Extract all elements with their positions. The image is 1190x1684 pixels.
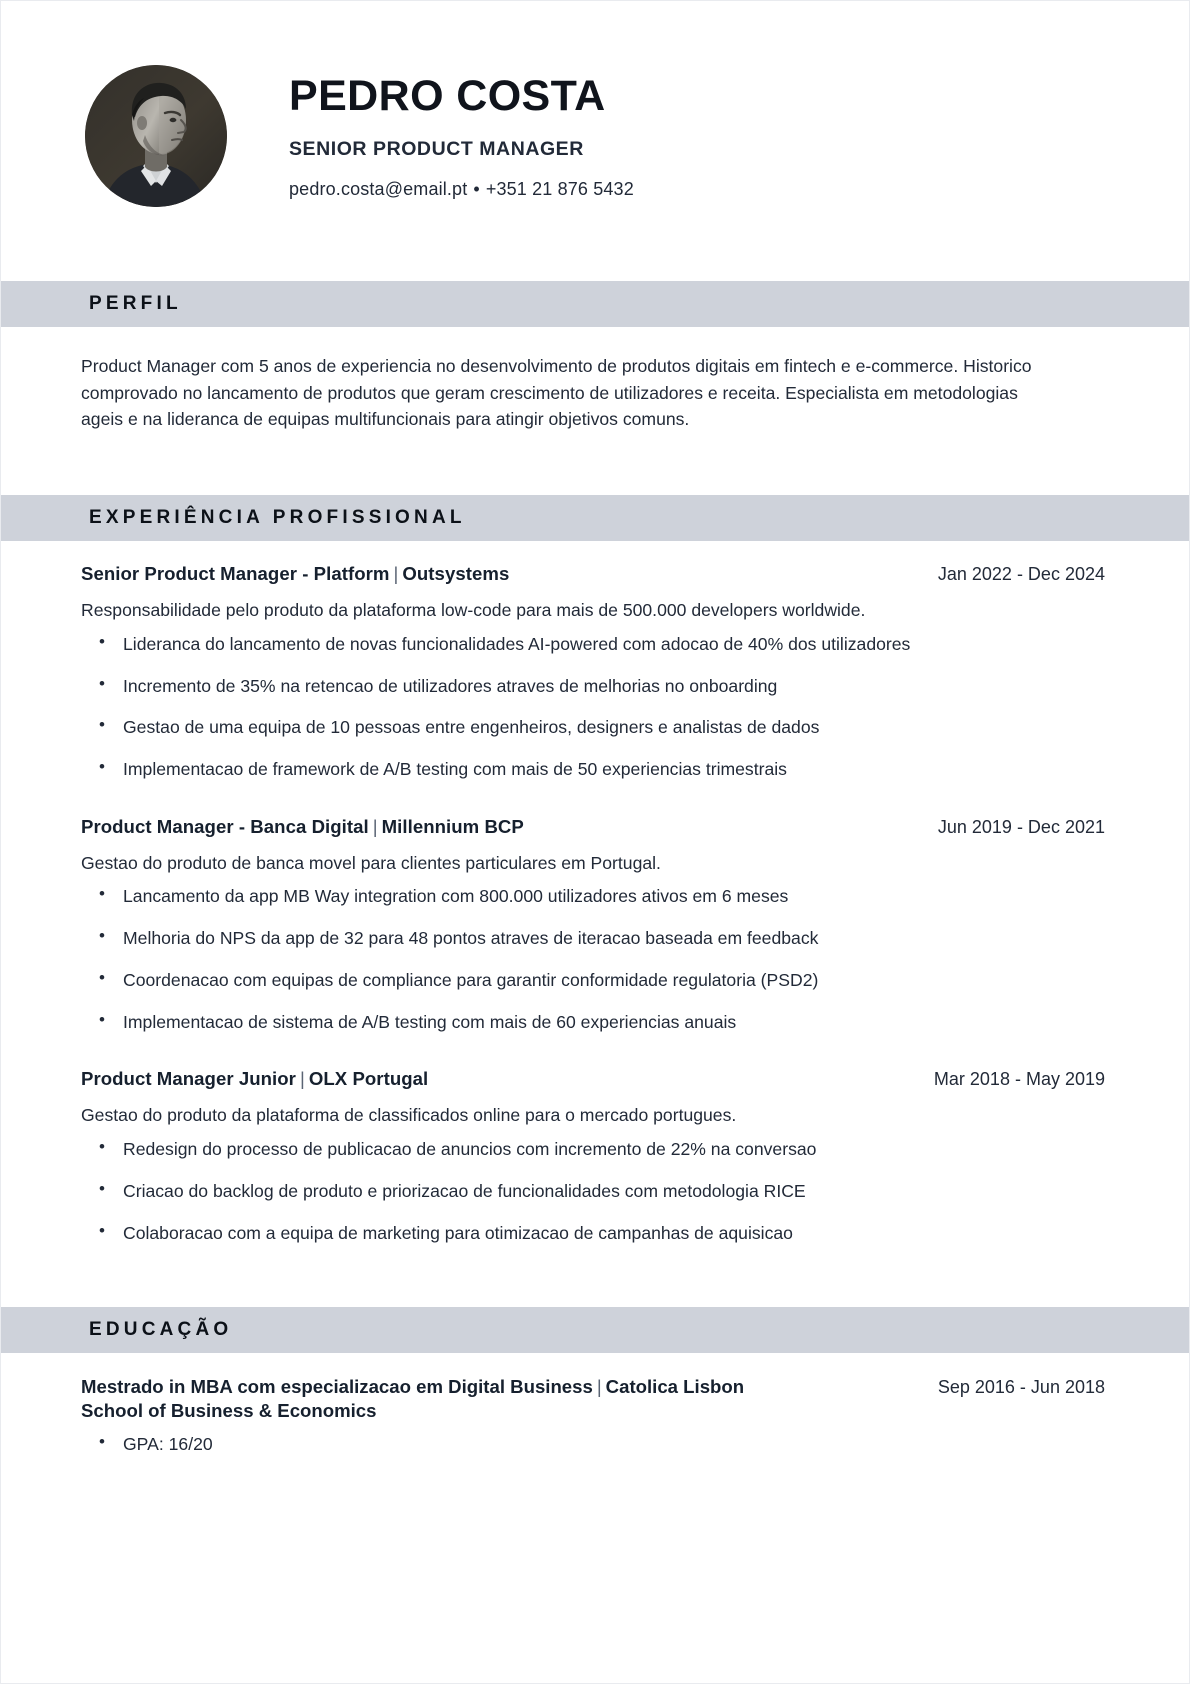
experience-company: OLX Portugal <box>308 1068 429 1090</box>
title-separator: | <box>299 1068 305 1090</box>
experience-entry <box>81 1068 1105 1245</box>
education-degree: Mestrado in MBA com especializacao em Digital Business <box>81 1376 593 1398</box>
experience-entry <box>81 563 1105 782</box>
education-bullet-list <box>81 1433 1105 1457</box>
experience-title <box>81 1068 428 1090</box>
experience-company: Outsystems <box>402 563 510 585</box>
experience-description: Gestao do produto da plataforma de classificados online para o mercado portugues. <box>81 1105 737 1126</box>
job-title: SENIOR PRODUCT MANAGER <box>289 137 584 160</box>
section-title-educacao: EDUCAÇÃO <box>89 1319 233 1341</box>
portrait-photo-icon <box>85 65 227 207</box>
section-header-educacao <box>1 1307 1189 1353</box>
experience-bullet-list <box>81 1138 1105 1245</box>
section-body-educacao <box>1 1353 1189 1456</box>
section-title-experiencia: EXPERIÊNCIA PROFISSIONAL <box>89 507 466 529</box>
list-item: • Colaboracao com a equipa de marketing para otimizacao de campanhas de aquisicao <box>81 1222 1105 1246</box>
education-entry <box>81 1375 1105 1456</box>
list-item: • Melhoria do NPS da app de 32 para 48 pontos atraves de iteracao baseada em feedback <box>81 927 1105 951</box>
list-item: • Redesign do processo de publicacao de anuncios com incremento de 22% na conversao <box>81 1138 1105 1162</box>
experience-bullet-list <box>81 633 1105 782</box>
list-item: • Lideranca do lancamento de novas funcionalidades AI-powered com adocao de 40% dos utilizadores <box>81 633 1105 657</box>
title-separator: | <box>393 563 399 585</box>
experience-description: Responsabilidade pelo produto da plataforma low-code para mais de 500.000 developers worldwide. <box>81 600 866 621</box>
list-item: • GPA: 16/20 <box>81 1433 1105 1457</box>
section-header-experiencia <box>1 495 1189 541</box>
experience-entry <box>81 816 1105 1035</box>
list-item: • Implementacao de framework de A/B testing com mais de 50 experiencias trimestrais <box>81 758 1105 782</box>
contact-separator: • <box>473 178 480 199</box>
section-body-experiencia <box>1 541 1189 1245</box>
experience-entry-header <box>81 816 1105 838</box>
section-body-perfil <box>1 327 1189 433</box>
experience-bullet-list <box>81 885 1105 1034</box>
phone-text: +351 21 876 5432 <box>485 178 634 199</box>
resume-header <box>1 1 1189 199</box>
section-title-perfil: PERFIL <box>89 293 182 314</box>
experience-date: Mar 2018 - May 2019 <box>933 1069 1105 1090</box>
page-title: PEDRO COSTA <box>289 72 606 121</box>
education-title <box>81 1376 744 1421</box>
experience-role: Product Manager Junior <box>81 1068 296 1090</box>
education-institution: Catolica Lisbon School of Business & Economics <box>81 1376 745 1422</box>
title-separator: | <box>372 815 378 837</box>
list-item: • Coordenacao com equipas de compliance para garantir conformidade regulatoria (PSD2) <box>81 969 1105 993</box>
list-item: • Criacao do backlog de produto e priorizacao de funcionalidades com metodologia RICE <box>81 1180 1105 1204</box>
profile-summary: Product Manager com 5 anos de experiencia no desenvolvimento de produtos digitais em fintech e e-commerce. Historico comprovado no lancamento de produtos que geram crescimento de utilizadores e receita. Especialista em metodologias ageis e na lideranca de equipas multifuncionais para atingir objetivos comuns. <box>81 356 1032 430</box>
experience-date: Jun 2019 - Dec 2021 <box>937 816 1105 837</box>
section-header-perfil <box>1 281 1189 327</box>
education-entry-header <box>81 1375 1105 1423</box>
list-item: • Lancamento da app MB Way integration com 800.000 utilizadores ativos em 6 meses <box>81 885 1105 909</box>
experience-entry-header <box>81 1068 1105 1090</box>
experience-entry-header <box>81 563 1105 585</box>
email-text: pedro.costa@email.pt <box>289 178 468 199</box>
contact-line <box>289 179 634 200</box>
education-title-wrap <box>81 1375 781 1423</box>
list-item: • Incremento de 35% na retencao de utilizadores atraves de melhorias no onboarding <box>81 675 1105 699</box>
list-item: • Implementacao de sistema de A/B testing com mais de 60 experiencias anuais <box>81 1011 1105 1035</box>
experience-title <box>81 563 509 585</box>
header-text-block <box>289 72 634 199</box>
experience-title <box>81 816 524 838</box>
avatar <box>85 65 227 207</box>
list-item: • Gestao de uma equipa de 10 pessoas entre engenheiros, designers e analistas de dados <box>81 716 1105 740</box>
experience-description: Gestao do produto de banca movel para clientes particulares em Portugal. <box>81 852 661 873</box>
experience-role: Product Manager - Banca Digital <box>81 815 369 837</box>
experience-company: Millennium BCP <box>381 815 524 837</box>
education-date: Sep 2016 - Jun 2018 <box>937 1377 1105 1398</box>
title-separator: | <box>596 1376 602 1398</box>
experience-role: Senior Product Manager - Platform <box>81 563 390 585</box>
experience-date: Jan 2022 - Dec 2024 <box>937 564 1105 585</box>
